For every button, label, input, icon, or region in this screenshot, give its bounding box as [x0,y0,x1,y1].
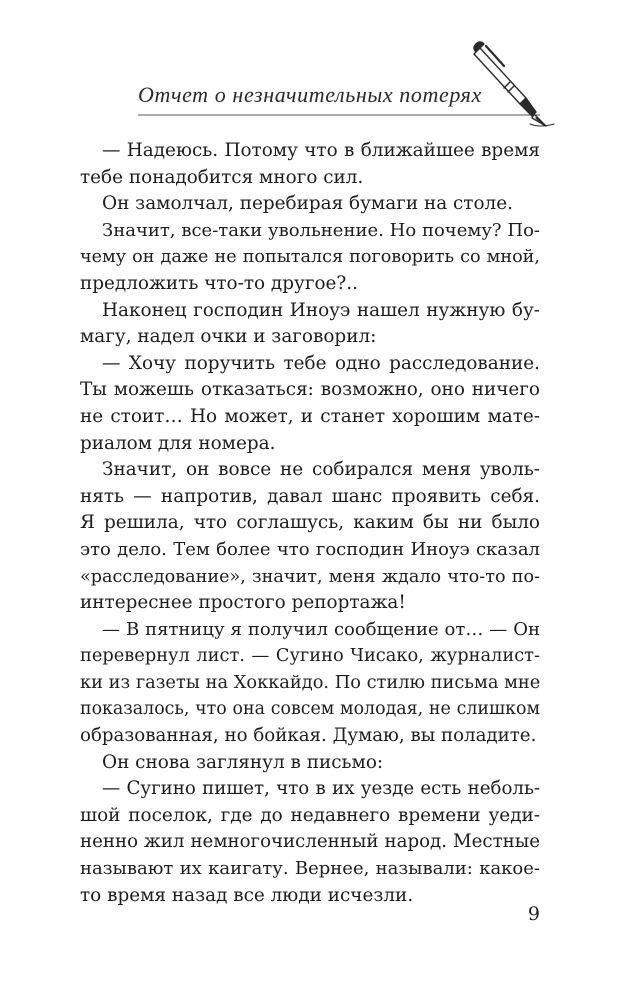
text-line: нять — напротив, давал шанс проявить себя. [80,485,540,507]
text-line: это дело. Тем более что господин Иноуэ сказал [80,538,540,560]
text-line: «расследование», значит, меня ждало что-то по- [80,566,540,587]
text-line: то время назад все люди исчезли. [80,884,414,906]
text-line: чему он даже не попытался поговорить со мной, [80,247,540,268]
body-text [80,138,540,909]
text-line: образованная, но бойкая. Думаю, вы поладите. [80,725,537,747]
text-line: Он замолчал, перебирая бумаги на столе. [102,193,513,215]
text-line: тебе понадобится много сил. [80,166,364,188]
text-line: ки из газеты на Хоккайдо. По стилю письма мне [80,671,541,693]
text-line: называют их каигату. Вернее, называли: какое- [80,858,540,880]
text-line: показалось, что она совсем молодая, не слишком [80,699,540,720]
text-line: Ты можешь отказаться: возможно, оно ничего [80,379,540,401]
text-line: Значит, он вовсе не собирался меня уволь- [102,459,540,481]
text-line: интереснее простого репортажа! [80,592,406,614]
running-head [0,0,619,140]
running-head-title: Отчет о незначительных потерях [138,82,482,107]
text-line: риалом для номера. [80,432,276,454]
text-line: Значит, все-таки увольнение. Но почему? По- [102,219,540,241]
text-line: магу, надел очки и заговорил: [80,326,377,348]
text-line: предложить что-то другое?.. [80,272,358,294]
text-line: — Сугино пишет, что в их уезде есть неболь- [102,778,540,800]
text-line: перевернул лист. — Сугино Чисако, журналист- [80,645,540,667]
text-line: — Надеюсь. Потому что в ближайшее время [102,140,540,161]
text-line: Наконец господин Иноуэ нашел нужную бу- [102,299,540,321]
text-line: не стоит… Но может, и станет хорошим мате- [80,405,540,427]
page-number: 9 [527,903,540,925]
text-line: Он снова заглянул в письмо: [102,751,384,773]
text-line: — В пятницу я получил сообщение от… — Он [102,618,540,640]
text-line: шой поселок, где до недавнего времени уеди- [80,804,540,826]
text-line: Я решила, что соглашусь, каким бы ни было [80,512,540,534]
text-line: ненно жил немногочисленный народ. Местные [80,831,540,853]
text-line: — Хочу поручить тебе одно расследование. [102,352,540,374]
fountain-pen-icon [470,38,556,130]
